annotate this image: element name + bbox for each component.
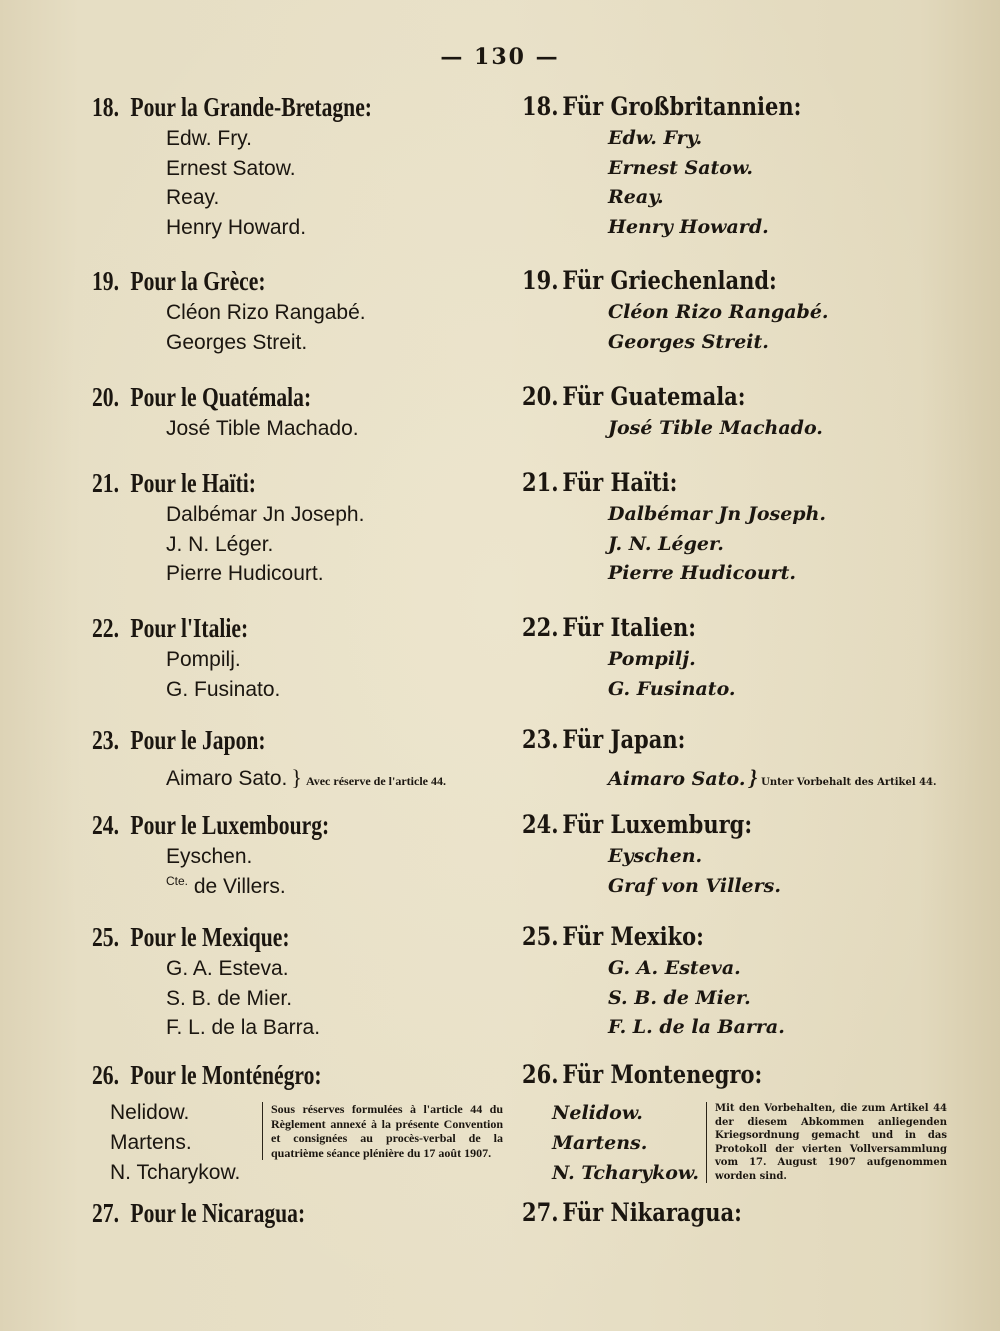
reservation-note: Unter Vorbehalt des Artikel 44.	[761, 777, 937, 788]
country-title: Für Montenegro:	[562, 1060, 763, 1089]
page-number: — 130 —	[440, 44, 560, 70]
signatory-name: José Tible Machado.	[166, 417, 359, 440]
country-title: Für Haïti:	[562, 468, 678, 497]
signatory-name: Martens.	[110, 1131, 192, 1154]
signatory-names	[110, 1098, 240, 1188]
entry-heading: 24. Für Luxemburg:	[522, 810, 753, 839]
signatory-name: S. B. de Mier.	[166, 986, 293, 1010]
signatory-name: Graf von Villers.	[608, 874, 781, 897]
signatory-line	[522, 757, 962, 798]
entry-heading: 18. Pour la Grande-Bretagne:	[92, 92, 372, 122]
entry-26-de	[522, 1058, 962, 1194]
signatory-name: G. Fusinato.	[166, 677, 281, 701]
signatory-name: Reay.	[608, 186, 664, 208]
entry-27-de	[522, 1196, 962, 1230]
entry-23-fr	[92, 723, 512, 797]
country-title: Für Luxemburg:	[562, 810, 753, 839]
signatory-name: $^{Cte.}$ de Villers.	[166, 873, 286, 898]
entry-heading: 27. Pour le Nicaragua:	[92, 1198, 306, 1228]
entry-heading: 23. Für Japan:	[522, 725, 686, 754]
signatory-name: S. B. de Mier.	[608, 986, 751, 1009]
signatory-name: Nelidow.	[552, 1102, 643, 1124]
entry-heading: 19. Pour la Grèce:	[92, 266, 266, 296]
reservation-note: Mit den Vorbehalten, die zum Artikel 44 der diesem Abkommen anliegenden Kriegsordnung gemacht und in das Protokoll der vierten Vollversammlung vom 17. August 1907 aufgenommen worden sind.	[706, 1102, 947, 1183]
signatory-line	[92, 757, 512, 797]
title-abbrev: Cte.	[166, 873, 189, 888]
signatory-name: Martens.	[552, 1132, 648, 1154]
signatory-block	[92, 1098, 512, 1194]
signatory-name: F. L. de la Barra.	[608, 1016, 785, 1038]
signatory-name: Aimaro Sato.	[166, 767, 288, 790]
entry-heading: 21. Pour le Haïti:	[92, 468, 256, 498]
entry-heading: 19. Für Griechenland:	[522, 266, 777, 295]
entry-heading: 21. Für Haïti:	[522, 468, 678, 497]
signatory-name: Reay.	[166, 186, 220, 209]
entry-23-de	[522, 723, 962, 798]
signatory-name: Pompilj.	[608, 648, 696, 670]
signatory-name: Ernest Satow.	[608, 156, 754, 179]
entry-21-de	[522, 466, 962, 589]
signatory-name: Nelidow.	[110, 1101, 190, 1124]
reservation-note: Avec réserve de l'article 44.	[305, 774, 446, 788]
country-title: Pour le Mexique:	[130, 922, 290, 952]
signatory-name: Georges Streit.	[166, 330, 308, 354]
country-title: Für Nikaragua:	[562, 1198, 742, 1227]
entry-25-de	[522, 920, 962, 1043]
signatory-name: Ernest Satow.	[166, 156, 296, 180]
entry-18-de	[522, 90, 962, 242]
signatory-name: F. L. de la Barra.	[166, 1016, 321, 1039]
country-title: Pour la Grèce:	[130, 266, 266, 296]
signatory-name: Georges Streit.	[608, 330, 769, 353]
signatory-name: Pompilj.	[166, 648, 241, 671]
country-title: Pour le Monténégro:	[130, 1060, 322, 1090]
country-title: Pour la Grande-Bretagne:	[130, 92, 372, 122]
reservation-note: Sous réserves formulées à l'article 44 du Règlement annexé à la présente Convention et consignées au procès-verbal de la quatrième séance plénière du 17 août 1907.	[262, 1102, 503, 1160]
signatory-name: Dalbémar Jn Joseph.	[608, 503, 826, 525]
signatory-name: J. N. Léger.	[166, 532, 274, 556]
country-title: Für Italien:	[562, 613, 696, 642]
signatory-name: Henry Howard.	[608, 215, 769, 238]
signatory-name: Eyschen.	[608, 845, 703, 867]
signatory-name: Edw. Fry.	[608, 127, 703, 149]
entry-heading: 20. Für Guatemala:	[522, 382, 746, 411]
signatory-block	[522, 1098, 962, 1194]
country-title: Für Großbritannien:	[562, 92, 802, 121]
entry-20-de	[522, 380, 962, 444]
entry-22-de	[522, 611, 962, 704]
entry-24-de	[522, 808, 962, 901]
country-title: Für Mexiko:	[562, 922, 704, 951]
entry-27-fr	[92, 1196, 512, 1230]
country-title: Für Guatemala:	[562, 382, 746, 411]
country-title: Für Griechenland:	[562, 266, 777, 295]
brace-glyph: }	[291, 765, 302, 790]
signatory-name: Henry Howard.	[166, 215, 307, 239]
entry-heading: 24. Pour le Luxembourg:	[92, 810, 330, 840]
signatory-name: G. A. Esteva.	[166, 957, 289, 980]
entry-heading: 27. Für Nikaragua:	[522, 1198, 742, 1227]
entry-heading: 20. Pour le Quatémala:	[92, 382, 312, 412]
signatory-names	[552, 1098, 699, 1188]
country-title: Pour le Quatémala:	[130, 382, 312, 412]
entry-heading: 23. Pour le Japon:	[92, 725, 266, 755]
signatory-name: Cléon Rizo Rangabé.	[166, 301, 366, 324]
country-title: Pour le Haïti:	[130, 468, 256, 498]
country-title: Pour le Nicaragua:	[130, 1198, 306, 1228]
country-title: Pour le Luxembourg:	[130, 810, 330, 840]
signatory-name: Aimaro Sato.	[608, 768, 746, 790]
signatory-name: Eyschen.	[166, 845, 253, 868]
entry-19-de	[522, 264, 962, 357]
signatory-name: G. Fusinato.	[608, 677, 736, 700]
entry-heading: 25. Für Mexiko:	[522, 922, 704, 951]
signatory-name: Cléon Rizo Rangabé.	[608, 301, 829, 323]
entry-heading: 22. Pour l'Italie:	[92, 613, 249, 643]
brace-glyph: }	[749, 765, 758, 790]
entry-heading: 25. Pour le Mexique:	[92, 922, 290, 952]
entry-25-fr	[92, 920, 512, 1043]
signatory-name: Pierre Hudicourt.	[166, 562, 324, 585]
entry-18-fr	[92, 90, 512, 242]
entry-24-fr	[92, 808, 512, 901]
country-title: Für Japan:	[562, 725, 686, 754]
signatory-name: Edw. Fry.	[166, 127, 252, 150]
signatory-name: José Tible Machado.	[608, 417, 823, 439]
country-title: Pour le Japon:	[130, 725, 266, 755]
signatory-name: N. Tcharykow.	[110, 1161, 241, 1184]
entry-21-fr	[92, 466, 512, 589]
country-title: Pour l'Italie:	[130, 613, 249, 643]
signatory-name: Dalbémar Jn Joseph.	[166, 503, 365, 526]
entry-heading: 22. Für Italien:	[522, 613, 696, 642]
entry-22-fr	[92, 611, 512, 704]
entry-heading: 26. Pour le Monténégro:	[92, 1060, 322, 1090]
signatory-name: N. Tcharykow.	[552, 1162, 699, 1184]
entry-heading: 18. Für Großbritannien:	[522, 92, 802, 121]
entry-20-fr	[92, 380, 512, 444]
signatory-name: J. N. Léger.	[608, 532, 724, 555]
signatory-name: G. A. Esteva.	[608, 957, 741, 979]
entry-26-fr	[92, 1058, 512, 1194]
signatory-name: Pierre Hudicourt.	[608, 562, 797, 584]
entry-19-fr	[92, 264, 512, 357]
entry-heading: 26. Für Montenegro:	[522, 1060, 763, 1089]
